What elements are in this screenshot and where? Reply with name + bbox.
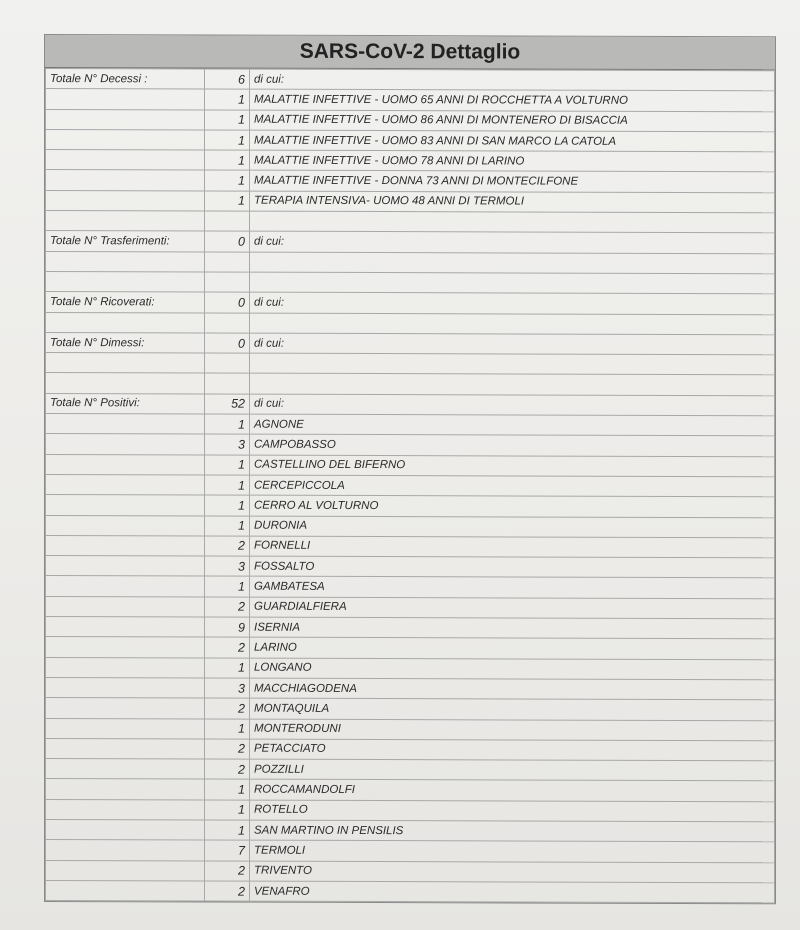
report-table-container	[44, 34, 776, 904]
table-row	[46, 840, 775, 863]
row-label	[46, 150, 205, 171]
table-row	[46, 515, 775, 538]
table-row	[46, 312, 775, 335]
table-row	[46, 353, 775, 376]
row-label	[46, 718, 205, 739]
row-label	[46, 860, 205, 881]
row-count: 1	[205, 516, 250, 536]
table-row	[46, 657, 775, 680]
row-description	[250, 252, 775, 274]
row-description: GAMBATESA	[250, 577, 775, 599]
row-count	[205, 313, 250, 333]
row-description: CASTELLINO DEL BIFERNO	[250, 455, 775, 477]
row-description: SAN MARTINO IN PENSILIS	[250, 820, 775, 842]
row-description: AGNONE	[250, 414, 775, 436]
row-count: 1	[205, 170, 250, 190]
table-row	[46, 860, 775, 883]
table-row	[46, 292, 775, 315]
table-row	[46, 495, 775, 518]
row-description: di cui:	[250, 69, 775, 91]
row-description: MALATTIE INFETTIVE - DONNA 73 ANNI DI MONTECILFONE	[250, 171, 775, 193]
row-label	[46, 373, 205, 394]
row-description: di cui:	[250, 292, 775, 314]
row-description: TRIVENTO	[250, 861, 775, 883]
row-label	[46, 576, 205, 597]
row-label	[46, 434, 205, 455]
row-count: 1	[205, 475, 250, 495]
row-label	[46, 414, 205, 435]
row-label	[46, 617, 205, 638]
row-label	[46, 515, 205, 536]
row-label	[46, 738, 205, 759]
row-description: TERMOLI	[250, 840, 775, 862]
table-row	[46, 880, 775, 903]
row-label	[46, 657, 205, 678]
row-label	[46, 271, 205, 292]
row-description	[250, 272, 775, 294]
row-count: 0	[205, 231, 250, 251]
table-row	[46, 718, 775, 741]
row-description: PETACCIATO	[250, 739, 775, 761]
row-description: MALATTIE INFETTIVE - UOMO 86 ANNI DI MONTENERO DI BISACCIA	[250, 110, 775, 132]
row-count: 1	[205, 110, 250, 130]
row-label	[46, 819, 205, 840]
row-count: 1	[205, 130, 250, 150]
row-description: di cui:	[250, 232, 775, 254]
row-label	[46, 698, 205, 719]
table-row	[46, 799, 775, 822]
table-row	[46, 89, 775, 112]
table-row	[46, 474, 775, 497]
row-count	[205, 353, 250, 373]
row-count: 2	[205, 698, 250, 718]
row-label	[46, 454, 205, 475]
row-label	[46, 759, 205, 780]
table-row	[46, 576, 775, 599]
row-description: FORNELLI	[250, 536, 775, 558]
table-row	[46, 738, 775, 761]
table-row	[46, 556, 775, 579]
row-label	[46, 129, 205, 150]
row-label: Totale N° Decessi :	[46, 69, 205, 90]
table-row	[46, 535, 775, 558]
row-count: 52	[205, 394, 250, 414]
row-label	[46, 211, 205, 232]
table-row	[46, 637, 775, 660]
row-count: 2	[205, 881, 250, 901]
row-description: CERRO AL VOLTURNO	[250, 495, 775, 517]
table-row	[46, 69, 775, 92]
row-description: TERAPIA INTENSIVA- UOMO 48 ANNI DI TERMOLI	[250, 191, 775, 213]
table-row	[46, 617, 775, 640]
table-row	[46, 819, 775, 842]
table-row	[46, 211, 775, 234]
row-label	[46, 779, 205, 800]
row-label	[46, 353, 205, 374]
row-description: MALATTIE INFETTIVE - UOMO 78 ANNI DI LARINO	[250, 150, 775, 172]
row-description: ROCCAMANDOLFI	[250, 780, 775, 802]
report-table	[45, 68, 775, 903]
row-label	[46, 495, 205, 516]
row-description: MONTAQUILA	[250, 698, 775, 720]
row-label: Totale N° Ricoverati:	[46, 292, 205, 313]
row-description: LONGANO	[250, 658, 775, 680]
row-description	[250, 374, 775, 396]
table-row	[46, 677, 775, 700]
row-count: 1	[205, 150, 250, 170]
row-count: 2	[205, 739, 250, 759]
table-row	[46, 332, 775, 355]
table-row	[46, 698, 775, 721]
row-description: GUARDIALFIERA	[250, 597, 775, 619]
row-label	[46, 535, 205, 556]
table-row	[46, 434, 775, 457]
row-description	[250, 313, 775, 335]
row-description: VENAFRO	[250, 881, 775, 903]
row-count	[205, 373, 250, 393]
row-count: 2	[205, 637, 250, 657]
row-label	[46, 677, 205, 698]
row-count: 1	[205, 495, 250, 515]
row-label	[46, 637, 205, 658]
row-count: 2	[205, 536, 250, 556]
row-description: CAMPOBASSO	[250, 434, 775, 456]
row-description: ISERNIA	[250, 617, 775, 639]
row-count: 7	[205, 840, 250, 860]
row-description: LARINO	[250, 637, 775, 659]
row-count: 1	[205, 820, 250, 840]
row-label	[46, 190, 205, 211]
row-description: di cui:	[250, 394, 775, 416]
row-label: Totale N° Trasferimenti:	[46, 231, 205, 252]
row-description	[250, 353, 775, 375]
table-row	[46, 109, 775, 132]
row-count: 1	[205, 779, 250, 799]
row-count: 1	[205, 658, 250, 678]
table-row	[46, 150, 775, 173]
row-description: di cui:	[250, 333, 775, 355]
row-description	[250, 211, 775, 233]
table-row	[46, 454, 775, 477]
row-label	[46, 799, 205, 820]
table-row	[46, 231, 775, 254]
row-description: MACCHIAGODENA	[250, 678, 775, 700]
row-label	[46, 880, 205, 901]
row-label	[46, 474, 205, 495]
row-count: 1	[205, 576, 250, 596]
row-count: 1	[205, 191, 250, 211]
row-description: MALATTIE INFETTIVE - UOMO 83 ANNI DI SAN MARCO LA CATOLA	[250, 130, 775, 152]
row-description: ROTELLO	[250, 800, 775, 822]
row-description: POZZILLI	[250, 759, 775, 781]
row-label: Totale N° Positivi:	[46, 393, 205, 414]
row-label	[46, 89, 205, 110]
row-description: MONTERODUNI	[250, 719, 775, 741]
table-row	[46, 393, 775, 416]
row-count: 2	[205, 861, 250, 881]
table-row	[46, 271, 775, 294]
table-row	[46, 759, 775, 782]
table-row	[46, 779, 775, 802]
table-row	[46, 414, 775, 437]
row-count	[205, 252, 250, 272]
row-count	[205, 272, 250, 292]
table-row	[46, 373, 775, 396]
row-label	[46, 312, 205, 333]
table-row	[46, 596, 775, 619]
table-row	[46, 190, 775, 213]
row-description: DURONIA	[250, 516, 775, 538]
row-count: 1	[205, 455, 250, 475]
row-count	[205, 211, 250, 231]
table-row	[46, 170, 775, 193]
row-count: 3	[205, 434, 250, 454]
row-description: CERCEPICCOLA	[250, 475, 775, 497]
row-description: FOSSALTO	[250, 556, 775, 578]
report-title: SARS-CoV-2 Dettaglio	[45, 35, 775, 70]
row-count: 1	[205, 719, 250, 739]
row-label	[46, 251, 205, 272]
row-label	[46, 840, 205, 861]
row-count: 2	[205, 597, 250, 617]
row-count: 1	[205, 414, 250, 434]
row-count: 9	[205, 617, 250, 637]
row-label	[46, 556, 205, 577]
row-count: 0	[205, 292, 250, 312]
row-count: 3	[205, 556, 250, 576]
row-description: MALATTIE INFETTIVE - UOMO 65 ANNI DI ROCCHETTA A VOLTURNO	[250, 89, 775, 111]
row-count: 2	[205, 759, 250, 779]
row-label	[46, 109, 205, 130]
row-label	[46, 170, 205, 191]
row-count: 3	[205, 678, 250, 698]
table-row	[46, 251, 775, 274]
row-count: 1	[205, 89, 250, 109]
table-row	[46, 129, 775, 152]
row-count: 1	[205, 800, 250, 820]
row-label	[46, 596, 205, 617]
row-count: 0	[205, 333, 250, 353]
row-label: Totale N° Dimessi:	[46, 332, 205, 353]
row-count: 6	[205, 69, 250, 89]
